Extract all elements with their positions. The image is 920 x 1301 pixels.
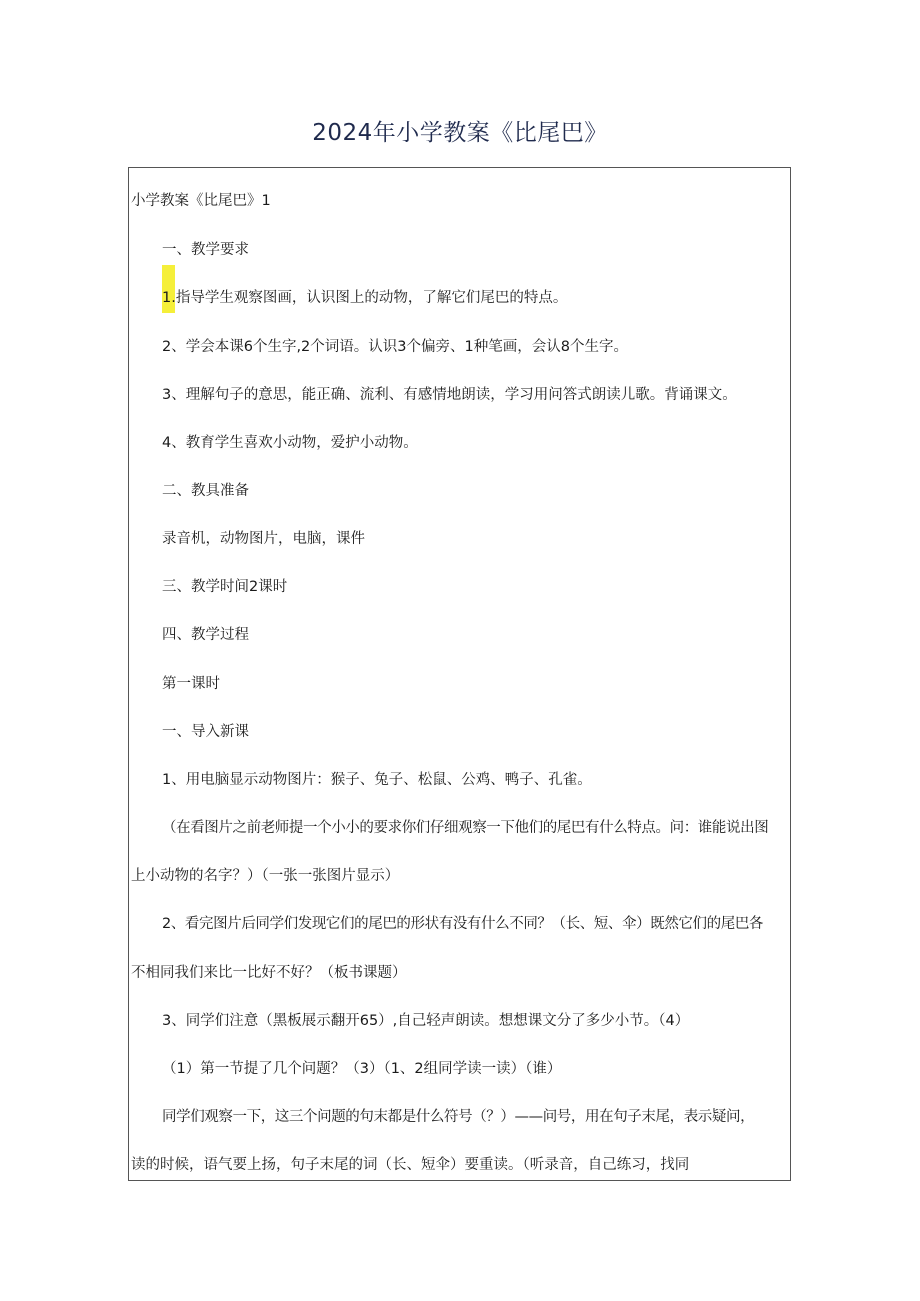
paragraph: 1.指导学生观察图画，认识图上的动物，了解它们尾巴的特点。 — [162, 290, 568, 306]
paragraph: 上小动物的名字？）（一张一张图片显示） — [131, 868, 400, 884]
paragraph: 一、教学要求 — [162, 242, 249, 258]
paragraph: 不相同我们来比一比好不好？（板书课题） — [131, 965, 407, 981]
paragraph: 一、导入新课 — [162, 724, 249, 740]
paragraph: 读的时候，语气要上扬，句子末尾的词（长、短伞）要重读。（听录音，自己练习，找同 — [131, 1157, 690, 1173]
paragraph: 同学们观察一下，这三个问题的句末都是什么符号（？）——问号，用在句子末尾，表示疑问， — [162, 1109, 755, 1125]
paragraph: 3、同学们注意（黑板展示翻开65）,自己轻声朗读。想想课文分了多少小节。（4） — [162, 1013, 690, 1029]
paragraph: 2、看完图片后同学们发现它们的尾巴的形状有没有什么不同？（长、短、伞）既然它们的尾巴各 — [162, 916, 764, 932]
paragraph: 四、教学过程 — [162, 627, 249, 643]
paragraph: 二、教具准备 — [162, 483, 249, 499]
paragraph: 4、教育学生喜欢小动物，爱护小动物。 — [162, 435, 418, 451]
paragraph: 三、教学时间2课时 — [162, 579, 288, 595]
paragraph: 录音机，动物图片，电脑，课件 — [162, 531, 365, 547]
document-title: 2024年小学教案《比尾巴》 — [312, 120, 608, 146]
paragraph: 3、理解句子的意思，能正确、流利、有感情地朗读，学习用问答式朗读儿歌。背诵课文。 — [162, 387, 737, 403]
paragraph: 1、用电脑显示动物图片：猴子、兔子、松鼠、公鸡、鸭子、孔雀。 — [162, 772, 592, 788]
paragraph: （在看图片之前老师提一个小小的要求你们仔细观察一下他们的尾巴有什么特点。问：谁能说出图 — [162, 820, 769, 836]
paragraph: （1）第一节提了几个问题？（3）（1、2组同学读一读）（谁） — [162, 1061, 562, 1077]
section-heading: 小学教案《比尾巴》1 — [131, 193, 271, 209]
paragraph: 2、学会本课6个生字,2个词语。认识3个偏旁、1种笔画，会认8个生字。 — [162, 339, 628, 355]
paragraph: 第一课时 — [162, 676, 220, 692]
